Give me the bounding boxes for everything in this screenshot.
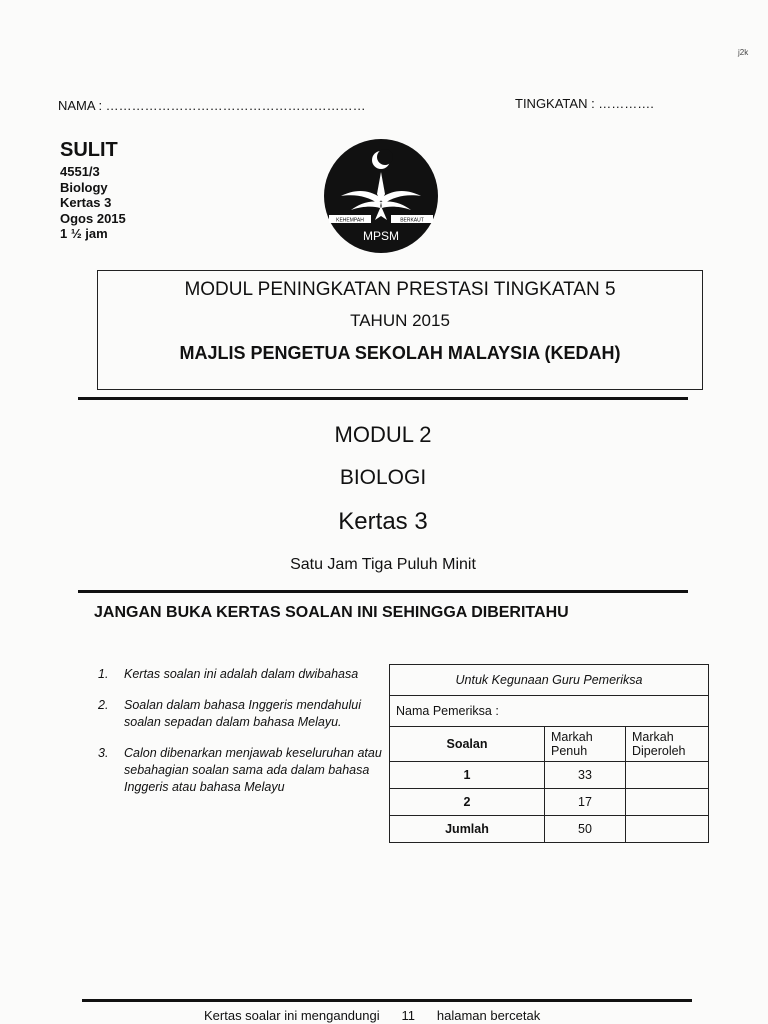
row-markah-diperoleh <box>626 789 709 816</box>
logo-text: MPSM <box>363 229 399 243</box>
divider-middle <box>78 590 688 593</box>
marks-table-title: Untuk Kegunaan Guru Pemeriksa <box>390 665 709 696</box>
table-row <box>390 789 709 816</box>
header-soalan: Soalan <box>390 727 545 762</box>
instruction-text: Calon dibenarkan menjawab keseluruhan atau sebahagian soalan sama ada dalam bahasa Inggeris atau bahasa Melayu <box>124 746 382 794</box>
tingkatan-field: TINGKATAN : …………. <box>515 96 654 111</box>
module-time: Satu Jam Tiga Puluh Minit <box>290 556 476 573</box>
title-box <box>97 270 703 390</box>
table-row <box>390 816 709 843</box>
row-soalan: 1 <box>390 762 545 789</box>
footer-prefix: Kertas soalar ini mengandungi <box>204 1008 380 1023</box>
row-markah-penuh: 33 <box>545 762 626 789</box>
title-line-2: TAHUN 2015 <box>350 311 450 330</box>
footer-suffix: halaman bercetak <box>436 1008 541 1023</box>
duration-label: 1 ½ jam <box>60 226 108 242</box>
instruction-item <box>98 697 388 731</box>
marks-table <box>389 664 709 843</box>
row-soalan: Jumlah <box>390 816 545 843</box>
row-soalan: 2 <box>390 789 545 816</box>
instruction-item <box>98 745 388 796</box>
table-row <box>390 762 709 789</box>
footer-page-count: 11 <box>401 1008 415 1023</box>
instruction-text: Kertas soalan ini adalah dalam dwibahasa <box>124 667 359 681</box>
row-markah-diperoleh <box>626 816 709 843</box>
instructions-list <box>98 666 388 810</box>
module-subject: BIOLOGI <box>339 466 427 489</box>
row-markah-penuh: 50 <box>545 816 626 843</box>
instruction-number: 2. <box>98 698 109 712</box>
nama-field: NAMA : …………………………………………………… <box>58 98 366 113</box>
title-line-3: MAJLIS PENGETUA SEKOLAH MALAYSIA (KEDAH) <box>179 343 621 363</box>
instruction-item <box>98 666 388 683</box>
title-line-1: MODUL PENINGKATAN PRESTASI TINGKATAN 5 <box>184 279 616 300</box>
divider-bottom <box>82 999 692 1002</box>
row-markah-penuh: 17 <box>545 789 626 816</box>
corner-mark: j2k <box>738 48 749 57</box>
paper-label: Kertas 3 <box>60 195 112 211</box>
logo-left-banner: KEHEMPAH <box>336 217 364 224</box>
sulit-label: SULIT <box>60 139 118 161</box>
header-markah-diperoleh: Markah Diperoleh <box>626 727 709 762</box>
divider-top <box>78 397 688 400</box>
header-markah-penuh: Markah Penuh <box>545 727 626 762</box>
instruction-number: 1. <box>98 667 109 681</box>
logo-right-banner: BERKAUT <box>400 217 424 224</box>
examiner-name-field: Nama Pemeriksa : <box>390 696 709 727</box>
module-title: MODUL 2 <box>334 422 432 447</box>
footer <box>204 1008 540 1023</box>
paper-code: 4551/3 <box>60 164 100 179</box>
row-markah-diperoleh <box>626 762 709 789</box>
paper-info <box>60 138 126 242</box>
date-label: Ogos 2015 <box>60 210 126 226</box>
module-paper: Kertas 3 <box>338 508 428 535</box>
instruction-number: 3. <box>98 746 109 760</box>
subject-label: Biology <box>60 179 108 195</box>
warning-text: JANGAN BUKA KERTAS SOALAN INI SEHINGGA DIBERITAHU <box>94 604 569 621</box>
instruction-text: Soalan dalam bahasa Inggeris mendahului soalan sepadan dalam bahasa Melayu. <box>124 698 361 729</box>
mpsm-logo <box>323 138 439 254</box>
